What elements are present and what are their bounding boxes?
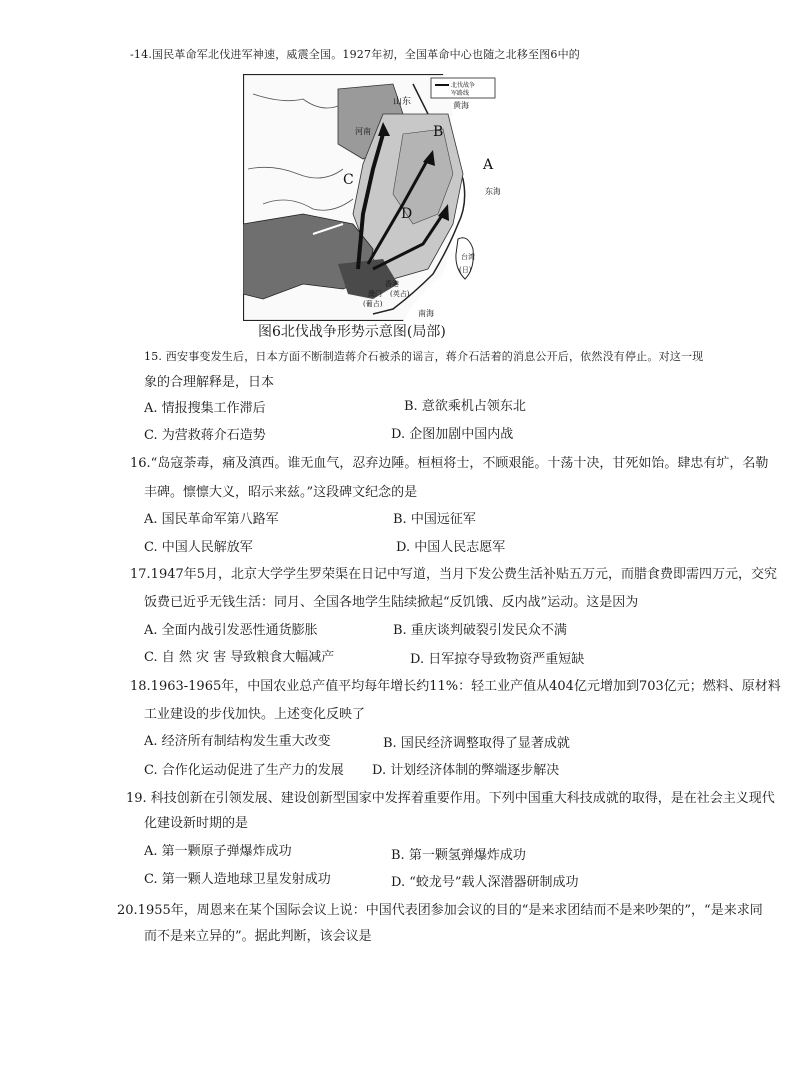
q16-option-b: B. 中国远征军 — [393, 512, 476, 527]
q17-option-c: C. 自 然 灾 害 导致粮食大幅减产 — [144, 650, 335, 665]
label-nanhai: 南海 — [418, 309, 434, 318]
q15-option-a: A. 情报搜集工作滞后 — [144, 401, 266, 416]
q20-stem-line2: 而不是来立异的”。据此判断，该会议是 — [144, 929, 372, 944]
label-ying-zhan: (英占) — [390, 290, 410, 298]
q20-stem-line1: 20.1955年，周恩来在某个国际会议上说：中国代表团参加会议的目的“是来求团结而不是来吵架的”，“是来求同 — [117, 903, 763, 918]
q18-option-d: D. 计划经济体制的弊端逐步解决 — [372, 763, 560, 778]
q18-option-b: B. 国民经济调整取得了显著成就 — [383, 736, 570, 751]
q17-option-a: A. 全面内战引发恶性通货膨胀 — [144, 623, 318, 638]
label-huanghai: 黄海 — [453, 101, 469, 110]
label-pu-zhan: (葡占) — [363, 300, 383, 308]
q15-stem-line2: 象的合理解释是，日本 — [144, 375, 275, 390]
q17-stem-line2: 饭费已近乎无钱生活：同月、全国各地学生陆续掀起“反饥饿、反内战”运动。这是因为 — [144, 595, 639, 610]
q18-stem-line1: 18.1963-1965年，中国农业总产值平均每年增长约11%：轻工业产值从404亿元增加到703亿元；燃料、原材料 — [130, 679, 781, 694]
q16-option-a: A. 国民革命军第八路军 — [144, 512, 279, 527]
label-donghai: 东海 — [485, 187, 500, 196]
q19-stem-line1: 19. 科技创新在引领发展、建设创新型国家中发挥着重要作用。下列中国重大科技成就的取得，是在社会主义现代 — [126, 791, 775, 806]
label-taiwan: 台湾 — [461, 253, 475, 261]
label-A: A — [483, 157, 494, 173]
label-taiwan-ri: (日) — [459, 266, 472, 274]
label-shandong: 山东 — [393, 97, 412, 107]
label-D: D — [401, 206, 413, 222]
q19-option-b: B. 第一颗氢弹爆炸成功 — [391, 848, 526, 863]
q15-option-b: B. 意欲乘机占领东北 — [404, 399, 526, 414]
q16-stem-line1: 16.“岛寇荼毒，痛及滇西。谁无血气，忍弃边陲。桓桓将士，不顾艰能。十荡十决，甘死如饴。肆忠有圹，名勒 — [130, 456, 769, 471]
map-caption: 图6北伐战争形势示意图(局部) — [258, 324, 446, 340]
q15-option-c: C. 为营救蒋介石造势 — [144, 428, 266, 443]
q16-option-d: D. 中国人民志愿军 — [396, 540, 506, 555]
northern-expedition-map — [243, 74, 500, 321]
q17-option-b: B. 重庆谈判破裂引发民众不满 — [393, 623, 567, 638]
label-aomen: 澳门 — [368, 290, 382, 298]
legend-line1: 北伐战争 — [451, 82, 476, 89]
q19-option-d: D. “蛟龙号”载人深潜器研制成功 — [391, 875, 579, 890]
q18-option-a: A. 经济所有制结构发生重大改变 — [144, 734, 331, 749]
q16-option-c: C. 中国人民解放军 — [144, 540, 253, 555]
q16-stem-line2: 丰碑。懔懔大义，昭示来兹。”这段碑文纪念的是 — [144, 485, 418, 500]
q15-stem-line1: 15. 西安事变发生后，日本方面不断制造蒋介石被杀的谣言，蒋介石活着的消息公开后，依然没有停止。对这一现 — [144, 350, 704, 363]
label-B: B — [433, 124, 444, 140]
q18-option-c: C. 合作化运动促进了生产力的发展 — [144, 763, 344, 778]
q19-stem-line2: 化建设新时期的是 — [144, 816, 249, 831]
label-C: C — [343, 172, 354, 188]
legend-line2: 军路线 — [451, 90, 470, 97]
label-xianggang: 香港 — [385, 280, 399, 288]
q14-stem: -14.国民革命军北伐进军神速，威震全国。1927年初，全国革命中心也随之北移至图6中的 — [130, 48, 581, 61]
label-henan: 河南 — [355, 127, 371, 136]
q19-option-c: C. 第一颗人造地球卫星发射成功 — [144, 872, 331, 887]
q19-option-a: A. 第一颗原子弹爆炸成功 — [144, 844, 292, 859]
q17-stem-line1: 17.1947年5月，北京大学学生罗荣渠在日记中写道，当月下发公费生活补贴五万元，而腊食费即需四万元，交究 — [130, 567, 778, 582]
q18-stem-line2: 工业建设的步伐加快。上述变化反映了 — [144, 707, 366, 722]
q15-option-d: D. 企图加剧中国内战 — [391, 427, 514, 442]
q17-option-d: D. 日军掠夺导致物资严重短缺 — [410, 652, 585, 667]
